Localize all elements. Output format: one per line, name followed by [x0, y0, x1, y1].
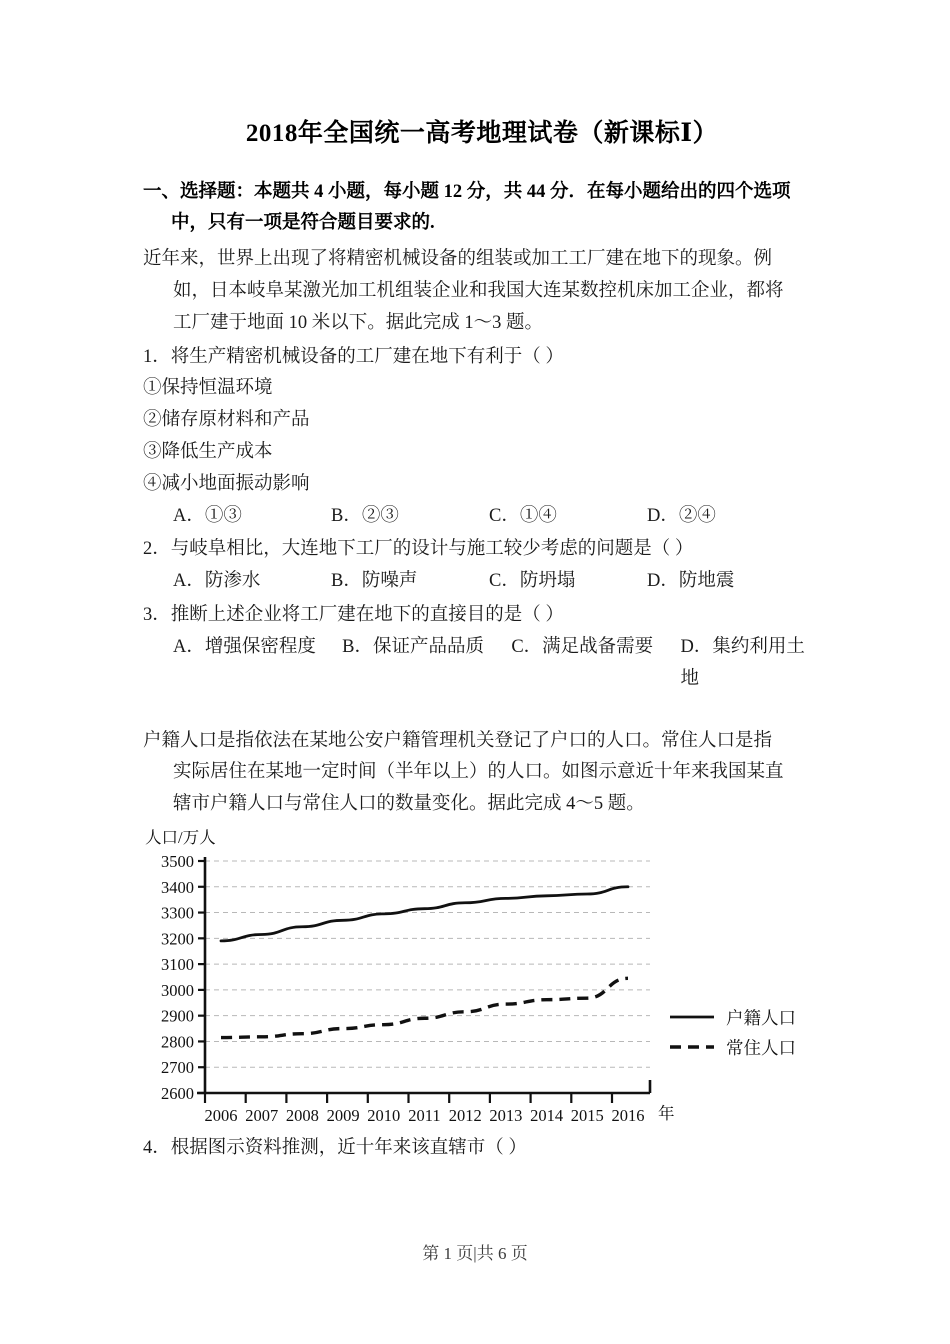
chart-x-tick-label: 2013 [489, 1105, 523, 1121]
question-1-option-a[interactable]: A．①③ [173, 505, 242, 526]
page-content [143, 0, 821, 1165]
question-1-item-3: ③降低生产成本 [143, 442, 273, 462]
page-title: 2018年全国统一高考地理试卷（新课标Ⅰ） [245, 120, 719, 147]
passage-2 [143, 726, 821, 821]
question-3-option-c[interactable]: C．满足战备需要 [511, 636, 654, 657]
chart-y-tick-label: 3400 [161, 877, 194, 897]
question-3-stem: 3．推断上述企业将工厂建在地下的直接目的是（ ） [143, 605, 564, 626]
passage-2-line-2: 实际居住在某地一定时间（半年以上）的人口。如图示意近十年来我国某直 [173, 762, 784, 783]
chart-x-tick-label: 2012 [448, 1105, 482, 1121]
passage-1-line-3: 工厂建于地面 10 米以下。据此完成 1～3 题。 [173, 312, 544, 333]
chart-y-tick-label: 3500 [161, 851, 194, 871]
question-3-option-a[interactable]: A．增强保密程度 [173, 636, 316, 657]
chart-legend-label: 户籍人口 [726, 1007, 796, 1028]
chart-x-tick-label: 2014 [530, 1105, 564, 1121]
section-line-2: 中，只有一项是符合题目要求的. [171, 213, 435, 234]
chart-y-tick-label: 3000 [161, 980, 194, 1000]
chart-series-line [221, 887, 628, 941]
passage-2-line-1: 户籍人口是指依法在某地公安户籍管理机关登记了户口的人口。常住人口是指 [143, 730, 773, 751]
chart-x-axis-label: 年 [658, 1103, 675, 1121]
question-3-option-d[interactable]: D．集约利用土地 [680, 636, 805, 689]
chart-x-tick-label: 2010 [367, 1105, 401, 1121]
passage-1-line-2: 如，日本岐阜某激光加工机组装企业和我国大连某数控机床加工企业，都将 [173, 280, 784, 301]
question-1-item-2: ②储存原材料和产品 [143, 410, 310, 431]
question-1-option-c[interactable]: C．①④ [489, 505, 557, 526]
chart-y-tick-label: 2700 [161, 1058, 194, 1078]
chart-x-tick-label: 2011 [408, 1105, 441, 1121]
chart-legend-label: 常住人口 [726, 1037, 796, 1058]
chart-y-tick-label: 3300 [161, 903, 194, 923]
chart-series-line [221, 978, 628, 1037]
chart-y-tick-label: 3200 [161, 929, 194, 949]
question-1-item-4: ④减小地面振动影响 [143, 473, 310, 494]
chart-x-tick-label: 2008 [285, 1105, 319, 1121]
page-footer: 第 1 页|共 6 页 [422, 1244, 528, 1263]
chart-x-tick-label: 2016 [611, 1105, 645, 1121]
question-1-item-1: ①保持恒温环境 [143, 378, 273, 399]
question-2-stem: 2．与岐阜相比，大连地下工厂的设计与施工较少考虑的问题是（ ） [143, 539, 694, 560]
passage-1 [143, 244, 821, 339]
question-3-option-b[interactable]: B．保证产品品质 [342, 636, 484, 657]
question-1-options [143, 501, 821, 533]
chart-y-tick-label: 3100 [161, 955, 194, 975]
passage-1-line-1: 近年来，世界上出现了将精密机械设备的组装或加工工厂建在地下的现象。例 [143, 249, 773, 270]
question-4-stem: 4．根据图示资料推测，近十年来该直辖市（ ） [143, 1137, 527, 1158]
question-1-option-d[interactable]: D．②④ [647, 505, 716, 526]
question-2-options [143, 566, 821, 598]
question-2-option-c[interactable]: C．防坍塌 [489, 571, 576, 592]
chart-x-tick-label: 2015 [570, 1105, 604, 1121]
section-label: 一、选择题： [143, 181, 255, 202]
section-heading [143, 177, 821, 241]
passage-2-line-3: 辖市户籍人口与常住人口的数量变化。据此完成 4～5 题。 [173, 794, 645, 815]
chart-x-tick-label: 2007 [245, 1105, 279, 1121]
question-3-options [143, 632, 821, 696]
question-2-option-d[interactable]: D．防地震 [647, 571, 735, 592]
chart-x-tick-label: 2006 [204, 1105, 238, 1121]
question-1-stem: 1．将生产精密机械设备的工厂建在地下有利于（ ） [143, 346, 564, 367]
section-line-1: 本题共 4 小题，每小题 12 分，共 44 分．在每小题给出的四个选项 [254, 181, 791, 202]
chart-x-tick-label: 2009 [326, 1105, 360, 1121]
population-line-chart [143, 829, 821, 1121]
question-1-option-b[interactable]: B．②③ [331, 505, 399, 526]
question-2-option-a[interactable]: A．防渗水 [173, 571, 261, 592]
chart-y-tick-label: 2600 [161, 1083, 194, 1103]
chart-y-tick-label: 2900 [161, 1006, 194, 1026]
chart-y-axis-label: 人口/万人 [145, 828, 216, 847]
chart-y-tick-label: 2800 [161, 1032, 194, 1052]
chart-svg [143, 829, 821, 1121]
question-2-option-b[interactable]: B．防噪声 [331, 571, 418, 592]
